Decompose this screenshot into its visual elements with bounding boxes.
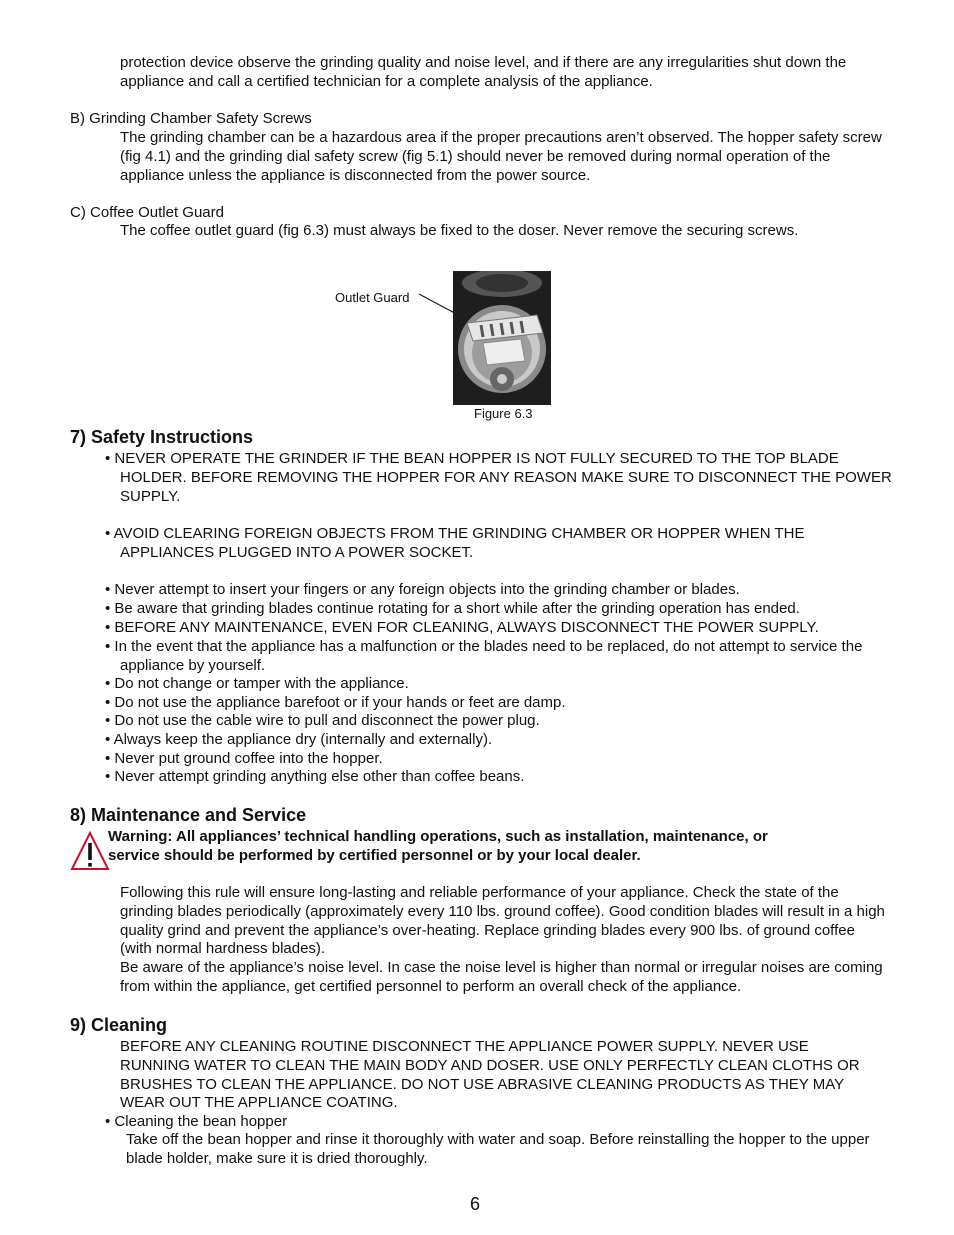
section-c-title: C) Coffee Outlet Guard bbox=[70, 204, 224, 221]
cleaning-bullet-text: Take off the bean hopper and rinse it thoroughly with water and soap. Before reinstalling the hopper to the upper blade holder, make sure it is dried thoroughly. bbox=[126, 1131, 870, 1167]
safety-bullet: • Do not use the cable wire to pull and disconnect the power plug. bbox=[105, 712, 540, 729]
outlet-guard-label: Outlet Guard bbox=[335, 290, 410, 305]
safety-bullet: • Never attempt grinding anything else other than coffee beans. bbox=[105, 768, 525, 785]
safety-bullet: • Always keep the appliance dry (internally and externally). bbox=[105, 731, 493, 748]
page-number: 6 bbox=[470, 1194, 481, 1214]
safety-bullet: • Never put ground coffee into the hopper. bbox=[105, 750, 383, 767]
maintenance-heading: 8) Maintenance and Service bbox=[70, 805, 307, 825]
maintenance-paragraph-2: Be aware of the appliance’s noise level. In case the noise level is higher than normal or irregular noises are coming from within the appliance, get certified personnel to perform an overall check of the appliance. bbox=[120, 959, 883, 995]
intro-paragraph: protection device observe the grinding quality and noise level, and if there are any irregularities shut down the appliance and call a certified technician for a complete analysis of the appliance. bbox=[120, 54, 847, 90]
figure-caption: Figure 6.3 bbox=[474, 406, 533, 421]
safety-bullet: • Do not change or tamper with the appliance. bbox=[105, 675, 409, 692]
warning-text: Warning: All appliances’ technical handling operations, such as installation, maintenance, or service should be performed by certified personnel or by your local dealer. bbox=[108, 828, 768, 864]
section-b-title: B) Grinding Chamber Safety Screws bbox=[70, 110, 312, 127]
cleaning-text: BEFORE ANY CLEANING ROUTINE DISCONNECT THE APPLIANCE POWER SUPPLY. NEVER USE RUNNING WATER TO CLEAN THE MAIN BODY AND DOSER. USE ONLY PERFECTLY CLEAN CLOTHS OR BRUSHES TO CLEAN THE APPLIANCE. DO NOT USE ABRASIVE CLEANING PRODUCTS AS THEY MAY WEAR OUT THE APPLIANCE COATING. bbox=[120, 1038, 860, 1112]
cleaning-bullet: • Cleaning the bean hopper bbox=[105, 1113, 288, 1130]
cleaning-heading: 9) Cleaning bbox=[70, 1015, 168, 1035]
safety-bullet: • Be aware that grinding blades continue rotating for a short while after the grinding operation has ended. bbox=[105, 600, 800, 617]
safety-bullet: • Never attempt to insert your fingers or any foreign objects into the grinding chamber or blades. bbox=[105, 581, 740, 598]
safety-bullet: • In the event that the appliance has a malfunction or the blades need to be replaced, do not attempt to service the appliance by yourself. bbox=[105, 638, 863, 674]
safety-bullet: • AVOID CLEARING FOREIGN OBJECTS FROM THE GRINDING CHAMBER OR HOPPER WHEN THE APPLIANCES PLUGGED INTO A POWER SOCKET. bbox=[105, 525, 805, 561]
outlet-guard-photo bbox=[453, 271, 551, 405]
section-b-text: The grinding chamber can be a hazardous area if the proper precautions aren’t observed. The hopper safety screw (fig 4.1) and the grinding dial safety screw (fig 5.1) should never be removed during normal operation of the appliance unless the appliance is disconnected from the power source. bbox=[120, 129, 882, 184]
section-c-text: The coffee outlet guard (fig 6.3) must always be fixed to the doser. Never remove the securing screws. bbox=[120, 222, 799, 239]
safety-bullet: • NEVER OPERATE THE GRINDER IF THE BEAN HOPPER IS NOT FULLY SECURED TO THE TOP BLADE HOLDER. BEFORE REMOVING THE HOPPER FOR ANY REASON MAKE SURE TO DISCONNECT THE POWER SUPPLY. bbox=[105, 450, 892, 505]
safety-bullet: • Do not use the appliance barefoot or if your hands or feet are damp. bbox=[105, 694, 566, 711]
safety-bullet: • BEFORE ANY MAINTENANCE, EVEN FOR CLEANING, ALWAYS DISCONNECT THE POWER SUPPLY. bbox=[105, 619, 819, 636]
safety-heading: 7) Safety Instructions bbox=[70, 427, 254, 447]
warning-triangle-icon bbox=[70, 831, 110, 871]
maintenance-paragraph-1: Following this rule will ensure long-lasting and reliable performance of your appliance. Check the state of the grinding blades periodically (approximately every 110 lbs. ground coffee). Good condition blades will result in a high quality grind and prevent the appliance’s over-heating. Replace grinding blades every 900 lbs. of ground coffee (with normal hardness blades). bbox=[120, 884, 885, 958]
